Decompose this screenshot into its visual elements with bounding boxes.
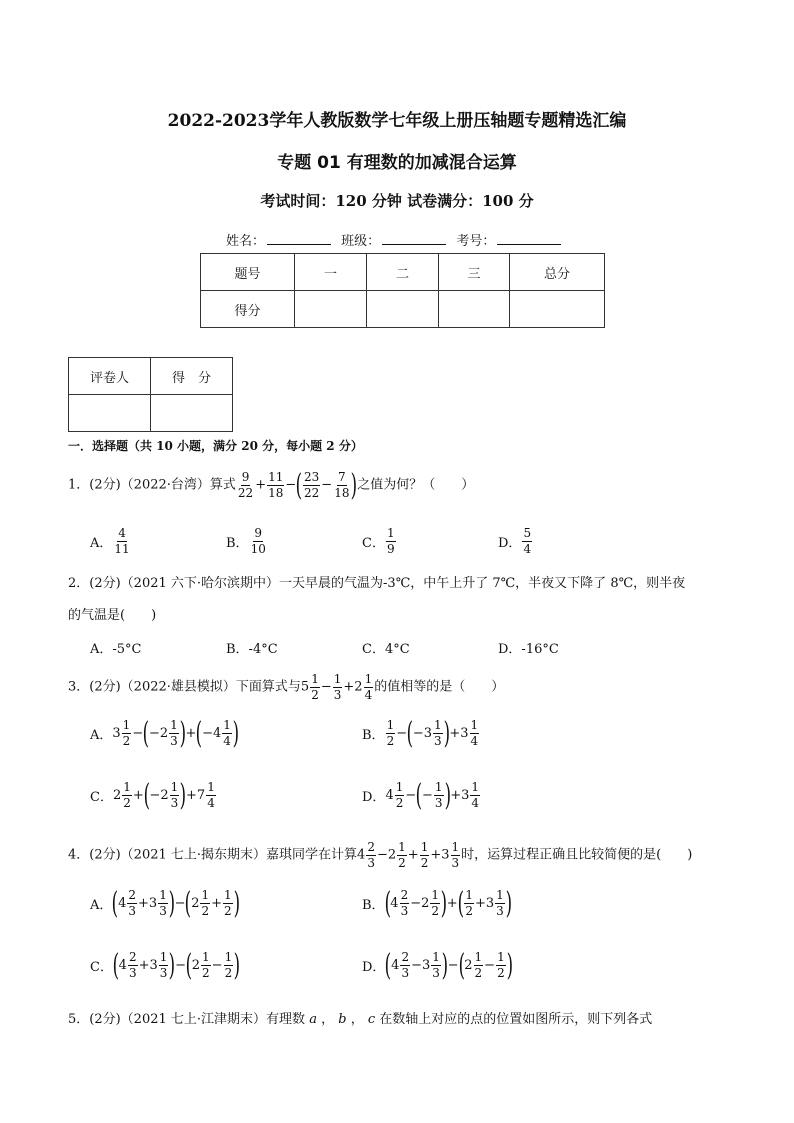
grader-table [68,357,233,432]
fraction: $\frac{9}{22}$ [237,470,254,500]
question-1 [68,467,475,503]
reviewer-cell[interactable] [69,395,151,432]
q1-option-c[interactable]: C． $\frac{1}{9}$ [362,526,395,556]
operator: + [255,477,267,493]
score-table-score-row [201,291,605,328]
score-table-header-row [201,254,605,291]
fraction: $\frac{23}{22}$ [304,470,320,500]
right-paren: ) [351,467,358,503]
operator: − [285,477,297,493]
score-cell[interactable] [439,291,510,328]
q3-option-a[interactable]: A．3 $\frac{1}{2}$ −(−2 $\frac{1}{3}$ )+(−4 $\frac{1}{4}$ ) [90,715,239,751]
q4-prefix: 4．(2分)（2021 七上·揭东期末）嘉琪同学在计算 [68,847,358,863]
variable-c: c [367,1012,376,1027]
q2-option-b[interactable]: B．-4°C [226,642,278,657]
q4-option-a[interactable]: A．(4 $\frac{2}{3}$ +3 $\frac{1}{3}$ )−(2 $\frac{1}{2}$ + $\frac{1}{2}$ ) [90,885,240,921]
q3-suffix: 的值相等的是（ ） [374,679,505,695]
score-table [200,253,605,328]
q4-suffix: 时，运算过程正确且比较简便的是( ) [461,847,693,863]
score-row-label: 得分 [201,291,295,328]
q2-option-c[interactable]: C．4°C [362,642,410,657]
fraction: $\frac{11}{18}$ [268,470,284,500]
exam-title: 2022-2023学年人教版数学七年级上册压轴题专题精选汇编 [167,111,627,131]
q4-option-b[interactable]: B．(4 $\frac{2}{3}$ −2 $\frac{1}{2}$ )+( $\frac{1}{2}$ +3 $\frac{1}{3}$ ) [362,885,512,921]
score-header-cell: 二 [367,254,439,291]
q5-prefix: 5．(2分)（2021 七上·江津期末）有理数 [68,1012,306,1027]
score-header-cell: 三 [439,254,510,291]
q4-option-d[interactable]: D．(4 $\frac{2}{3}$ −3 $\frac{1}{3}$ )−(2 $\frac{1}{2}$ − $\frac{1}{2}$ ) [362,947,513,983]
score-header-cell: 题号 [201,254,295,291]
exam-info: 考试时间：120 分钟 试卷满分：100 分 [260,192,534,210]
q4-option-c[interactable]: C．(4 $\frac{2}{3}$ +3 $\frac{1}{3}$ )−(2 $\frac{1}{2}$ − $\frac{1}{2}$ ) [90,947,241,983]
score-header-cell: 总分 [510,254,605,291]
q2-option-a[interactable]: A．-5°C [90,642,142,657]
topic-title: 专题 01 有理数的加减混合运算 [277,153,517,173]
fraction: $\frac{7}{18}$ [334,470,350,500]
q3-option-b[interactable]: B． $\frac{1}{2}$ −(−3 $\frac{1}{3}$ )+3 $\frac{1}{4}$ [362,715,479,751]
number-blank[interactable] [497,232,561,245]
name-blank[interactable] [267,232,331,245]
score-cell[interactable] [510,291,605,328]
q1-option-b[interactable]: B． $\frac{9}{10}$ [226,526,266,556]
score-header-cell: 一 [295,254,367,291]
variable-b: b [338,1012,347,1027]
score-cell[interactable] [367,291,439,328]
q3-prefix: 3．(2分)（2022·雄县模拟）下面算式与 [68,679,301,695]
reviewer-header: 评卷人 [69,358,151,395]
question-3: 3．(2分)（2022·雄县模拟）下面算式与5 $\frac{1}{2}$ − $\frac{1}{3}$ +2 $\frac{1}{4}$ 的值相等的是（ ） [68,672,505,702]
score-cell[interactable] [295,291,367,328]
class-blank[interactable] [382,232,446,245]
grader-score-cell[interactable] [151,395,233,432]
question-2-line-2: 的气温是( ) [68,608,157,623]
section-heading: 一．选择题（共 10 小题，满分 20 分，每小题 2 分） [68,439,363,453]
class-label: 班级： [341,234,381,249]
q3-option-d[interactable]: D．4 $\frac{1}{2}$ −(− $\frac{1}{3}$ )+3 $\frac{1}{4}$ [362,777,480,813]
question-2-line-1: 2．(2分)（2021 六下·哈尔滨期中）一天早晨的气温为-3℃，中午上升了 7℃，半夜又下降了 8℃，则半夜 [68,576,686,591]
left-paren: ( [295,467,303,503]
q2-option-d[interactable]: D．-16°C [498,642,559,657]
q5-suffix: 在数轴上对应的点的位置如图所示，则下列各式 [379,1012,653,1027]
number-label: 考号： [456,234,496,249]
q1-option-a[interactable]: A． $\frac{4}{11}$ [90,526,130,556]
question-5: 5．(2分)（2021 七上·江津期末）有理数 a ， b ， c 在数轴上对应的点的位置如图所示，则下列各式 [68,1012,653,1027]
question-4: 4．(2分)（2021 七上·揭东期末）嘉琪同学在计算4 $\frac{2}{3}$ −2 $\frac{1}{2}$ + $\frac{1}{2}$ +3 $\frac{1}{3}$ 时，运算过程正确且比较简便的是( ) [68,840,693,870]
q1-suffix: 之值为何？（ ） [357,477,475,493]
variable-a: a [309,1012,317,1027]
name-label: 姓名： [226,234,266,249]
grader-score-header: 得 分 [151,358,233,395]
q1-option-d[interactable]: D． $\frac{5}{4}$ [498,526,532,556]
student-info [226,230,567,249]
q3-option-c[interactable]: C．2 $\frac{1}{2}$ +(−2 $\frac{1}{3}$ )+7 $\frac{1}{4}$ [90,777,215,813]
q1-prefix: 1．(2分)（2022·台湾）算式 [68,477,236,493]
operator: − [321,477,333,493]
